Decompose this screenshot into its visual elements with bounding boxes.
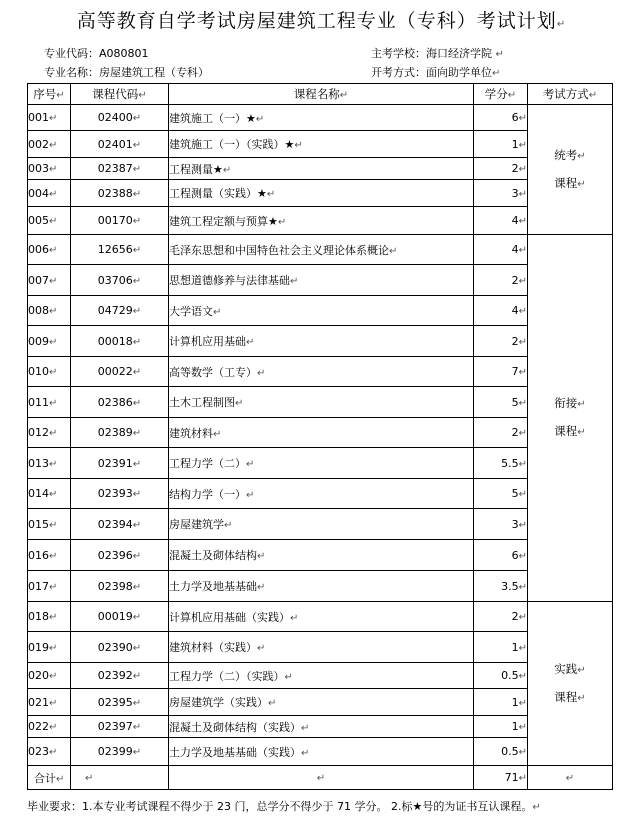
table-row xyxy=(28,602,613,632)
document-title: 高等教育自学考试房屋建筑工程专业（专科）考试计划↵ xyxy=(76,10,567,32)
table-row xyxy=(28,663,613,689)
total-credit: 71↵ xyxy=(474,766,528,790)
row-credit: 3↵ xyxy=(474,180,528,207)
row-course-code: 02386↵ xyxy=(71,387,169,418)
row-credit: 0.5↵ xyxy=(474,738,528,766)
row-course-code: 02396↵ xyxy=(71,540,169,571)
row-credit: 3.5↵ xyxy=(474,571,528,602)
row-no: 001↵ xyxy=(28,105,71,131)
table-row xyxy=(28,357,613,387)
row-credit: 1↵ xyxy=(474,689,528,716)
row-course-code: 02397↵ xyxy=(71,716,169,738)
table-row xyxy=(28,326,613,357)
row-no: 015↵ xyxy=(28,509,71,540)
row-credit: 3↵ xyxy=(474,509,528,540)
row-course-code: 02390↵ xyxy=(71,632,169,663)
row-no: 017↵ xyxy=(28,571,71,602)
row-no: 013↵ xyxy=(28,448,71,479)
col-header-exam-mode: 考试方式↵ xyxy=(528,84,613,105)
row-course-name: 思想道德修养与法律基础↵ xyxy=(169,265,474,296)
major-name: 专业名称：房屋建筑工程（专科） xyxy=(44,66,209,79)
row-course-code: 02394↵ xyxy=(71,509,169,540)
exam-mode-group: 衔接↵ 课程↵ xyxy=(528,235,613,602)
row-course-name: 建筑施工（一）（实践）★↵ xyxy=(169,131,474,158)
table-row xyxy=(28,571,613,602)
exam-mode: 开考方式：面向助学单位↵ xyxy=(371,66,501,79)
row-course-name: 混凝土及砌体结构↵ xyxy=(169,540,474,571)
row-no: 005↵ xyxy=(28,207,71,235)
table-row xyxy=(28,158,613,180)
course-table xyxy=(27,83,613,790)
row-credit: 5↵ xyxy=(474,387,528,418)
total-row xyxy=(28,766,613,790)
row-course-name: 毛泽东思想和中国特色社会主义理论体系概论↵ xyxy=(169,235,474,265)
total-mode-empty: ↵ xyxy=(528,766,613,790)
graduation-requirements: 毕业要求：1.本专业考试课程不得少于 23 门，总学分不得少于 71 学分。 2.标★号的为证书互认课程。↵ xyxy=(27,800,541,813)
table-row xyxy=(28,105,613,131)
row-course-name: 房屋建筑学↵ xyxy=(169,509,474,540)
col-header-credit: 学分↵ xyxy=(474,84,528,105)
school: 主考学校：海口经济学院 ↵ xyxy=(371,47,504,60)
row-course-name: 建筑施工（一）★↵ xyxy=(169,105,474,131)
table-row xyxy=(28,540,613,571)
row-course-name: 高等数学（工专）↵ xyxy=(169,357,474,387)
exam-mode-group: 统考↵ 课程↵ xyxy=(528,105,613,235)
major-code: 专业代码：A080801 xyxy=(44,47,149,60)
row-no: 022↵ xyxy=(28,716,71,738)
row-credit: 2↵ xyxy=(474,326,528,357)
row-course-name: 房屋建筑学（实践）↵ xyxy=(169,689,474,716)
row-no: 023↵ xyxy=(28,738,71,766)
row-credit: 5↵ xyxy=(474,479,528,509)
row-course-code: 12656↵ xyxy=(71,235,169,265)
row-course-code: 02388↵ xyxy=(71,180,169,207)
row-course-name: 土木工程制图↵ xyxy=(169,387,474,418)
row-course-code: 00022↵ xyxy=(71,357,169,387)
col-header-code: 课程代码↵ xyxy=(71,84,169,105)
row-course-name: 计算机应用基础↵ xyxy=(169,326,474,357)
col-header-no: 序号↵ xyxy=(28,84,71,105)
row-credit: 5.5↵ xyxy=(474,448,528,479)
row-course-code: 02391↵ xyxy=(71,448,169,479)
row-no: 016↵ xyxy=(28,540,71,571)
row-course-code: 03706↵ xyxy=(71,265,169,296)
row-credit: 1↵ xyxy=(474,131,528,158)
table-row xyxy=(28,387,613,418)
row-course-code: 00170↵ xyxy=(71,207,169,235)
row-no: 002↵ xyxy=(28,131,71,158)
row-course-name: 工程力学（二）（实践）↵ xyxy=(169,663,474,689)
row-course-name: 工程测量（实践）★↵ xyxy=(169,180,474,207)
row-no: 007↵ xyxy=(28,265,71,296)
table-row xyxy=(28,180,613,207)
row-no: 006↵ xyxy=(28,235,71,265)
row-course-name: 结构力学（一）↵ xyxy=(169,479,474,509)
row-course-code: 02395↵ xyxy=(71,689,169,716)
row-course-code: 02393↵ xyxy=(71,479,169,509)
row-no: 020↵ xyxy=(28,663,71,689)
row-course-code: 00018↵ xyxy=(71,326,169,357)
row-credit: 4↵ xyxy=(474,296,528,326)
row-course-name: 工程力学（二）↵ xyxy=(169,448,474,479)
row-course-code: 02389↵ xyxy=(71,418,169,448)
row-course-name: 建筑工程定额与预算★↵ xyxy=(169,207,474,235)
table-row xyxy=(28,265,613,296)
row-no: 011↵ xyxy=(28,387,71,418)
row-course-code: 04729↵ xyxy=(71,296,169,326)
row-no: 019↵ xyxy=(28,632,71,663)
row-course-name: 计算机应用基础（实践）↵ xyxy=(169,602,474,632)
row-course-code: 02392↵ xyxy=(71,663,169,689)
row-no: 003↵ xyxy=(28,158,71,180)
table-row xyxy=(28,689,613,716)
total-name-empty: ↵ xyxy=(169,766,474,790)
row-credit: 4↵ xyxy=(474,235,528,265)
row-course-code: 00019↵ xyxy=(71,602,169,632)
table-row xyxy=(28,509,613,540)
row-no: 004↵ xyxy=(28,180,71,207)
table-row xyxy=(28,448,613,479)
exam-mode-group: 实践↵ 课程↵ xyxy=(528,602,613,766)
table-row xyxy=(28,235,613,265)
row-course-name: 大学语文↵ xyxy=(169,296,474,326)
row-no: 021↵ xyxy=(28,689,71,716)
row-credit: 2↵ xyxy=(474,265,528,296)
row-credit: 7↵ xyxy=(474,357,528,387)
total-code-empty: ↵ xyxy=(71,766,169,790)
row-course-code: 02398↵ xyxy=(71,571,169,602)
table-row xyxy=(28,632,613,663)
row-no: 008↵ xyxy=(28,296,71,326)
row-no: 014↵ xyxy=(28,479,71,509)
row-course-code: 02400↵ xyxy=(71,105,169,131)
col-header-name: 课程名称↵ xyxy=(169,84,474,105)
row-course-code: 02399↵ xyxy=(71,738,169,766)
header-row xyxy=(28,84,613,105)
row-credit: 0.5↵ xyxy=(474,663,528,689)
table-row xyxy=(28,418,613,448)
row-credit: 2↵ xyxy=(474,602,528,632)
total-label: 合计↵ xyxy=(28,766,71,790)
table-row xyxy=(28,738,613,766)
row-course-name: 土力学及地基基础↵ xyxy=(169,571,474,602)
row-course-name: 建筑材料（实践）↵ xyxy=(169,632,474,663)
row-credit: 4↵ xyxy=(474,207,528,235)
row-no: 009↵ xyxy=(28,326,71,357)
table-row xyxy=(28,479,613,509)
row-course-code: 02401↵ xyxy=(71,131,169,158)
row-credit: 6↵ xyxy=(474,105,528,131)
row-course-code: 02387↵ xyxy=(71,158,169,180)
row-no: 012↵ xyxy=(28,418,71,448)
row-credit: 6↵ xyxy=(474,540,528,571)
row-course-name: 混凝土及砌体结构（实践）↵ xyxy=(169,716,474,738)
row-course-name: 建筑材料↵ xyxy=(169,418,474,448)
table-row xyxy=(28,207,613,235)
row-credit: 1↵ xyxy=(474,716,528,738)
row-no: 018↵ xyxy=(28,602,71,632)
row-credit: 1↵ xyxy=(474,632,528,663)
table-row xyxy=(28,131,613,158)
table-row xyxy=(28,716,613,738)
row-no: 010↵ xyxy=(28,357,71,387)
row-credit: 2↵ xyxy=(474,418,528,448)
row-course-name: 土力学及地基基础（实践）↵ xyxy=(169,738,474,766)
row-course-name: 工程测量★↵ xyxy=(169,158,474,180)
table-row xyxy=(28,296,613,326)
row-credit: 2↵ xyxy=(474,158,528,180)
